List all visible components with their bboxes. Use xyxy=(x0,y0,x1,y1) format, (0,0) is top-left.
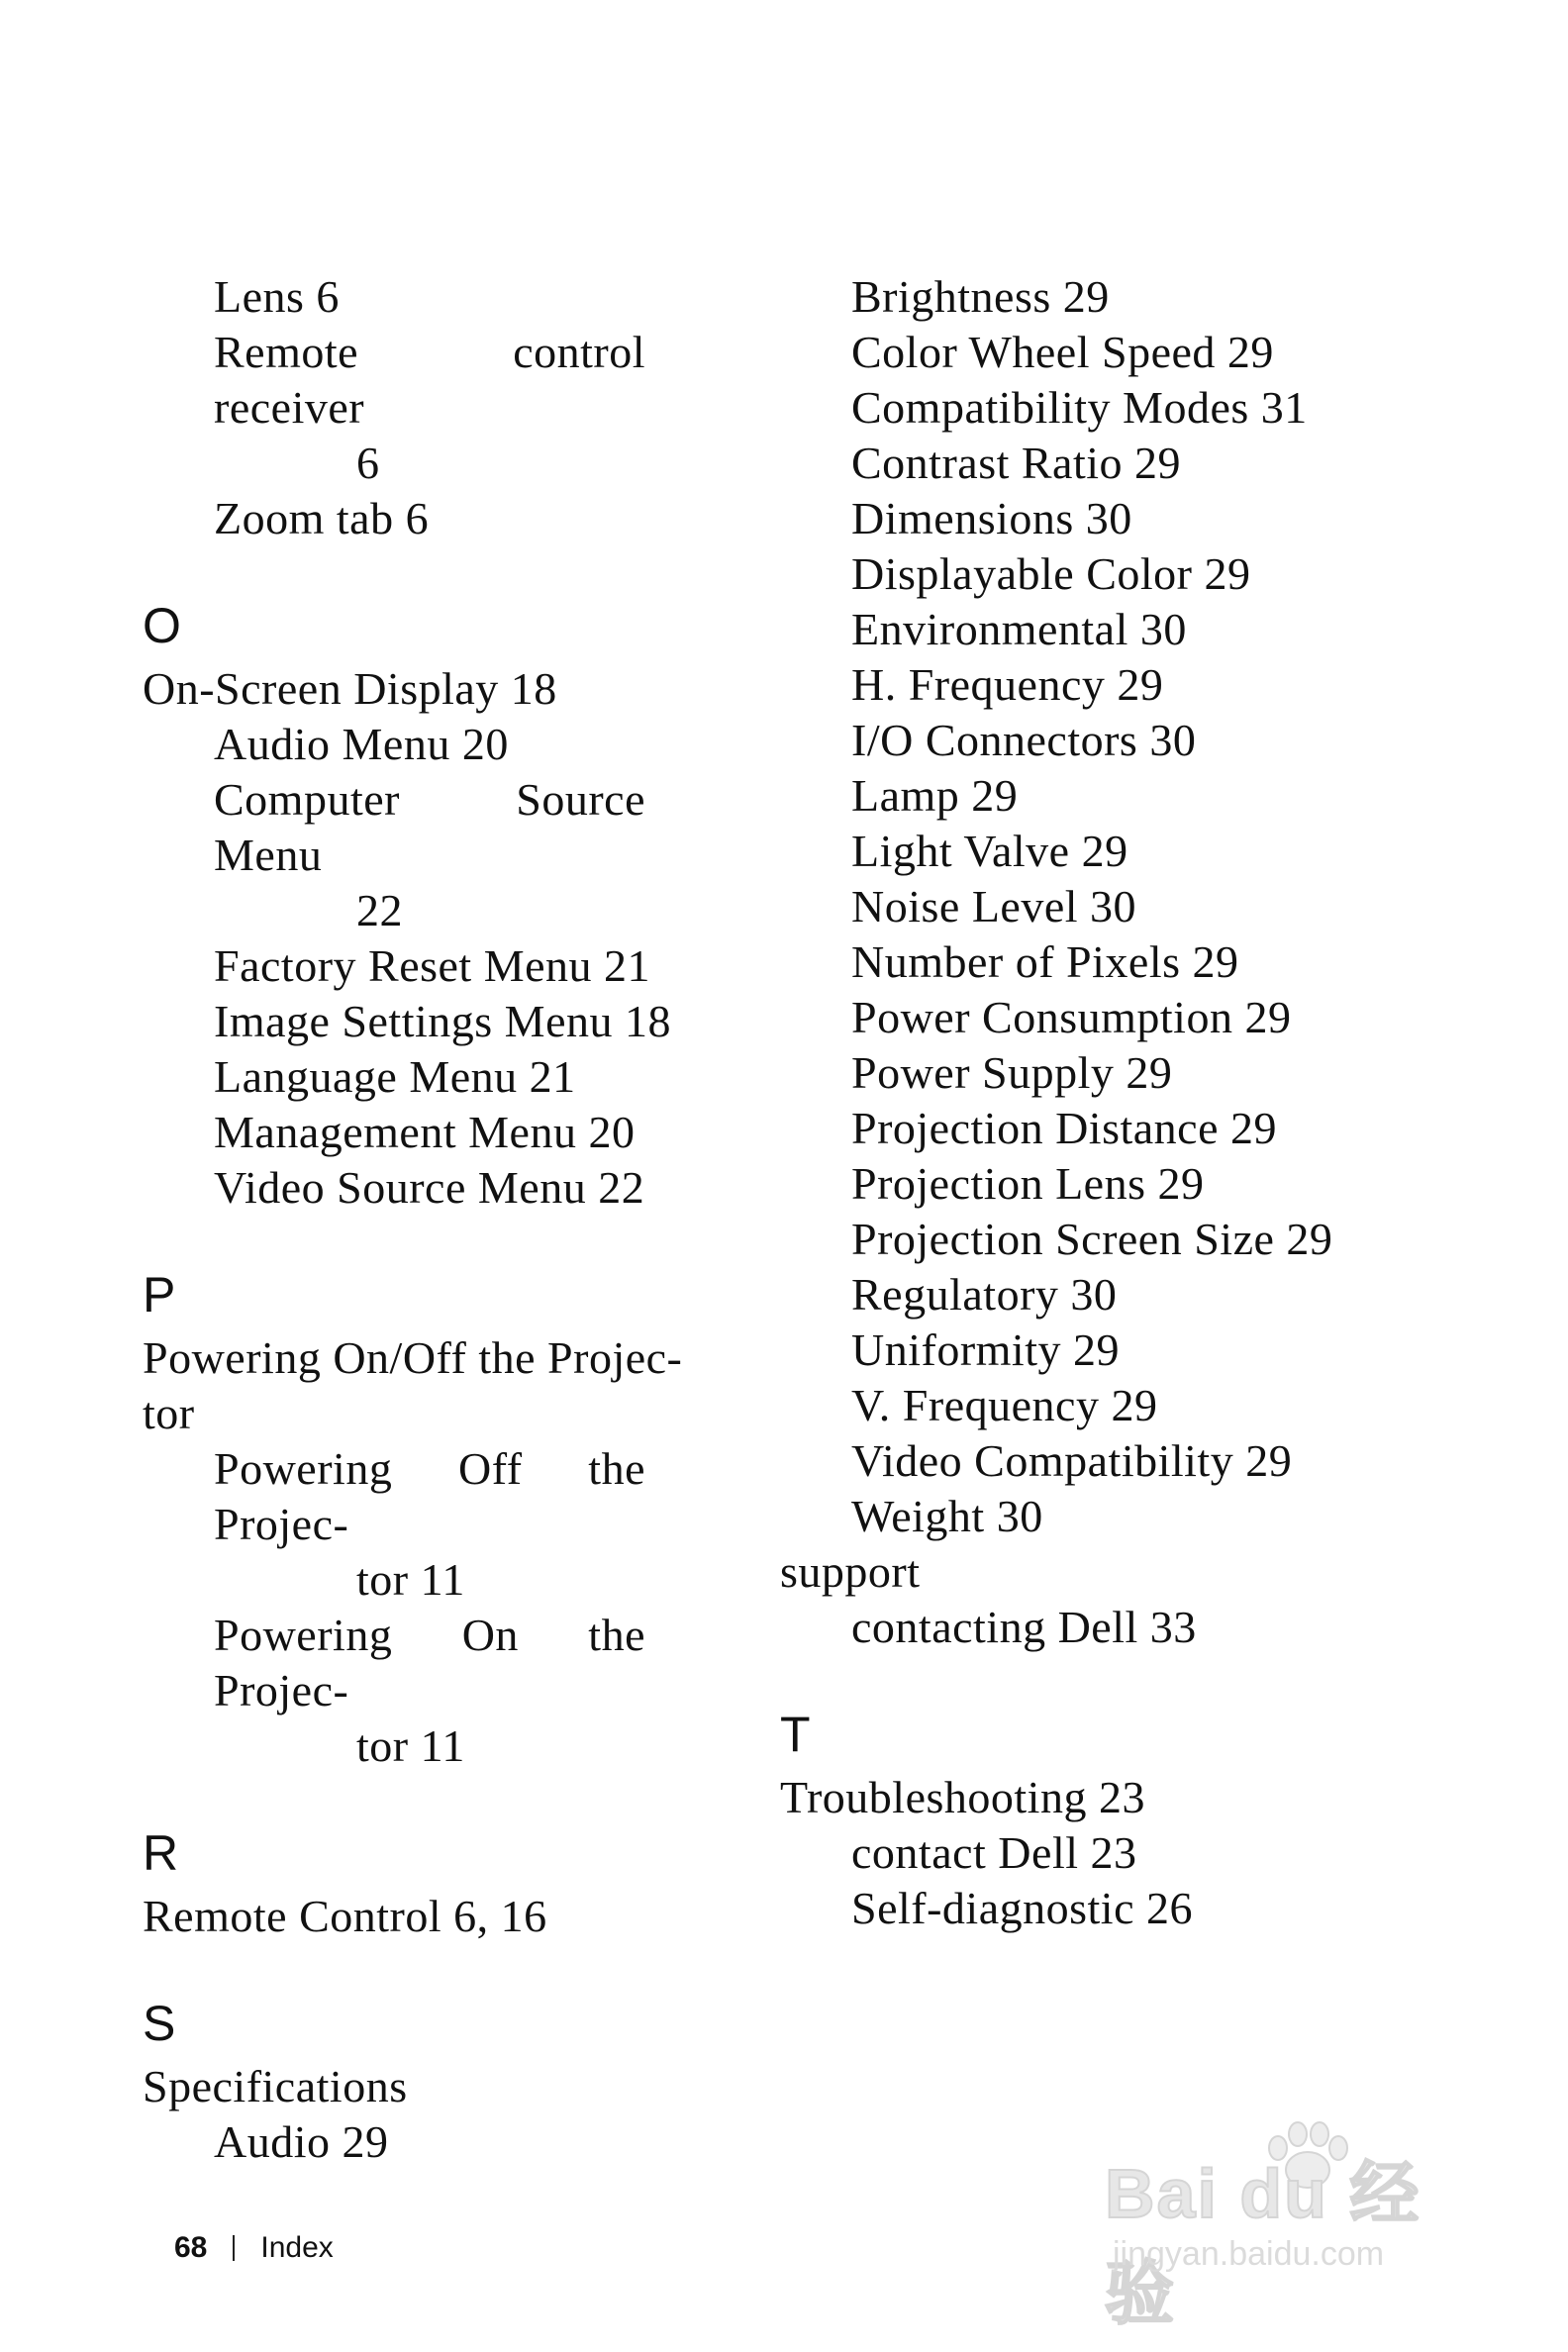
index-entry: Color Wheel Speed 29 xyxy=(851,327,1274,377)
page-number: 68 xyxy=(174,2231,208,2264)
baidu-watermark xyxy=(1105,2118,1481,2332)
index-letter-heading: P xyxy=(143,1267,176,1323)
index-entry: Projection Lens 29 xyxy=(851,1158,1205,1209)
index-entry: Projection Screen Size 29 xyxy=(851,1214,1333,1264)
index-entry: On-Screen Display 18 xyxy=(143,663,557,714)
index-entry: Image Settings Menu 18 xyxy=(214,996,671,1046)
index-entry: Contrast Ratio 29 xyxy=(851,438,1182,488)
index-entry: Power Consumption 29 xyxy=(851,992,1292,1042)
index-entry: support xyxy=(780,1546,921,1597)
index-entry: Environmental 30 xyxy=(851,604,1187,654)
section-gap xyxy=(143,546,717,596)
index-entry: Self-diagnostic 26 xyxy=(851,1883,1193,1933)
index-entry: Video Compatibility 29 xyxy=(851,1435,1293,1486)
index-entry: Weight 30 xyxy=(851,1491,1043,1541)
index-entry: Projection Distance 29 xyxy=(851,1103,1278,1153)
index-entry: Displayable Color 29 xyxy=(851,548,1251,599)
index-entry: Brightness 29 xyxy=(851,271,1110,322)
index-entry: I/O Connectors 30 xyxy=(851,715,1197,765)
index-entry: H. Frequency 29 xyxy=(851,659,1164,710)
index-entry: Powering Off the Projec- xyxy=(214,1443,645,1549)
index-letter-heading: O xyxy=(143,598,181,653)
index-letter-heading: S xyxy=(143,1996,176,2051)
index-entry: contact Dell 23 xyxy=(851,1827,1137,1878)
index-entry: Specifications xyxy=(143,2061,408,2111)
index-entry: Audio Menu 20 xyxy=(214,719,509,769)
index-entry: Zoom tab 6 xyxy=(214,493,430,543)
index-column-left xyxy=(143,269,717,2170)
index-entry: Remote Control 6, 16 xyxy=(143,1891,547,1941)
index-entry: Troubleshooting 23 xyxy=(780,1772,1145,1822)
index-entry: Factory Reset Menu 21 xyxy=(214,940,651,991)
index-entry: 22 xyxy=(356,885,403,935)
index-entry: Management Menu 20 xyxy=(214,1107,636,1157)
index-entry: Number of Pixels 29 xyxy=(851,936,1239,987)
index-entry: Remote control receiver xyxy=(214,327,645,433)
index-entry: Language Menu 21 xyxy=(214,1051,576,1102)
index-entry: Uniformity 29 xyxy=(851,1324,1120,1375)
index-entry: Noise Level 30 xyxy=(851,881,1137,931)
index-entry: Regulatory 30 xyxy=(851,1269,1118,1320)
index-entry: contacting Dell 33 xyxy=(851,1602,1197,1652)
index-letter-heading: T xyxy=(780,1707,811,1762)
index-entry: tor 11 xyxy=(356,1554,465,1605)
index-entry: Video Source Menu 22 xyxy=(214,1162,645,1213)
index-letter-heading: R xyxy=(143,1825,179,1881)
footer-section-title: Index xyxy=(260,2231,334,2264)
index-entry: Compatibility Modes 31 xyxy=(851,382,1308,433)
index-entry: V. Frequency 29 xyxy=(851,1380,1158,1430)
index-entry: tor 11 xyxy=(356,1720,465,1771)
index-entry: Audio 29 xyxy=(214,2116,389,2167)
index-entry: Powering On the Projec- xyxy=(214,1610,645,1715)
index-entry: Computer Source Menu xyxy=(214,774,645,880)
index-entry: Lamp 29 xyxy=(851,770,1019,821)
index-column-right xyxy=(780,269,1414,1936)
index-entry: Dimensions 30 xyxy=(851,493,1132,543)
watermark-logo: Bai du 经验 xyxy=(1105,2155,1421,2332)
index-entry: Light Valve 29 xyxy=(851,826,1128,876)
footer-divider xyxy=(233,2235,235,2261)
index-entry: 6 xyxy=(356,438,380,488)
section-gap xyxy=(780,1655,1414,1705)
index-entry: tor xyxy=(143,1388,195,1438)
index-entry: Lens 6 xyxy=(214,271,340,322)
section-gap xyxy=(143,1216,717,1265)
index-entry: Power Supply 29 xyxy=(851,1047,1173,1098)
section-gap xyxy=(143,1944,717,1994)
index-entry: Powering On/Off the Projec- xyxy=(143,1332,683,1383)
watermark-url: jingyan.baidu.com xyxy=(1113,2235,1385,2273)
page-footer xyxy=(174,2231,334,2265)
section-gap xyxy=(143,1774,717,1823)
